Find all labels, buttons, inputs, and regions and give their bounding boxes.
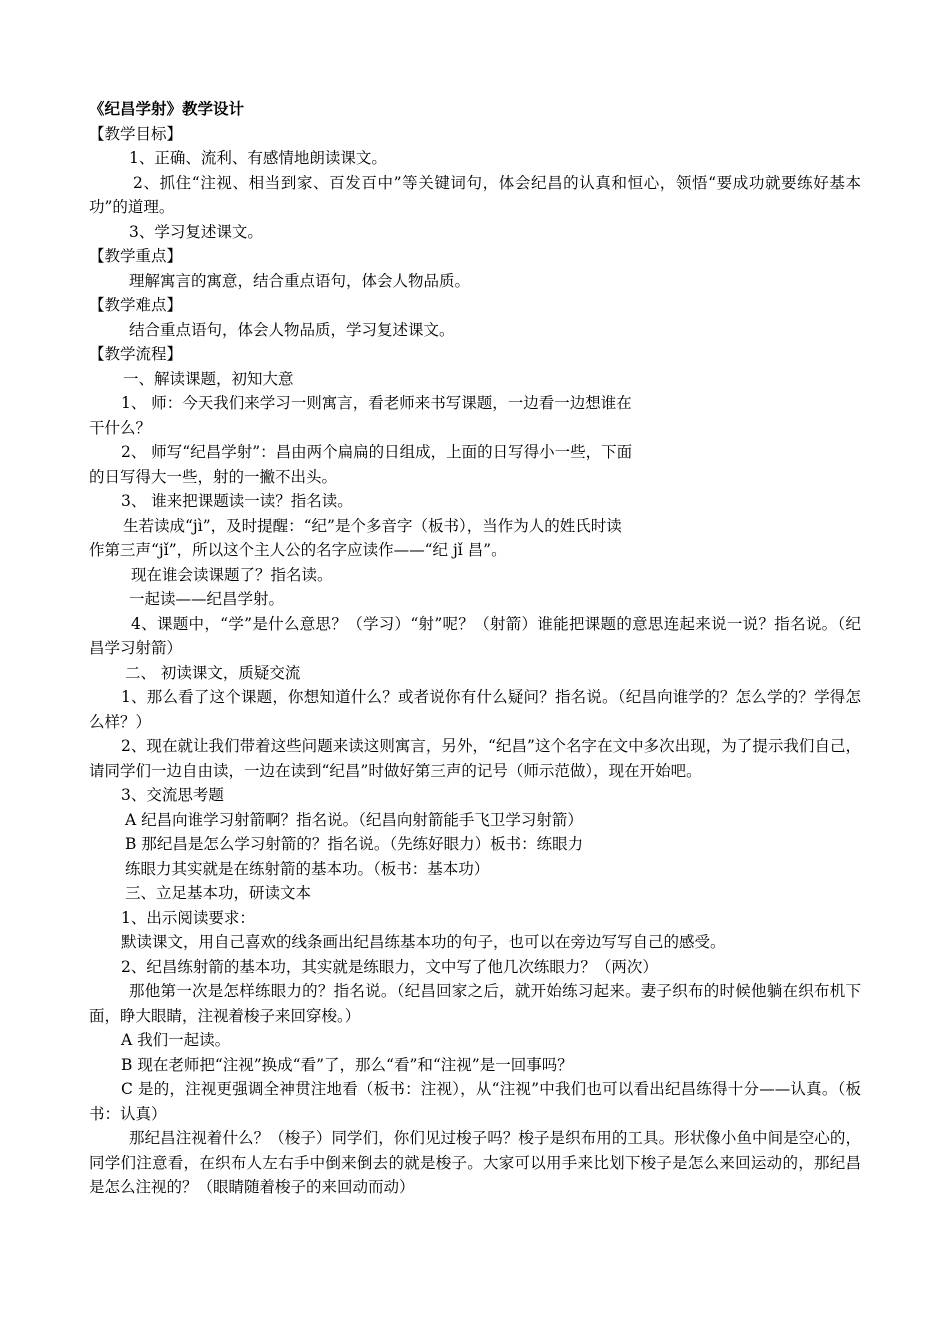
- part1-step1-line1: 1、 师：今天我们来学习一则寓言，看老师来书写课题，一边看一边想谁在: [121, 394, 632, 412]
- part2-item-a: A 纪昌向谁学习射箭啊？指名说。（纪昌向射箭能手飞卫学习射箭）: [125, 810, 583, 829]
- part1-step2-line1: 2、 师写“纪昌学射”：昌由两个扁扁的日组成，上面的日写得小一些，下面: [121, 443, 633, 461]
- part3-para3: 那他第一次是怎样练眼力的？指名说。（纪昌回家之后，就开始练习起来。妻子织布的时候他躺在织布机下面，睁大眼睛，注视着梭子来回穿梭。）: [89, 982, 861, 1025]
- part1-step5: 现在谁会读课题了？指名读。: [131, 565, 333, 584]
- section-heading-process: 【教学流程】: [89, 345, 183, 363]
- part1-heading: 一、解读课题，初知大意: [123, 369, 294, 388]
- document-body: [89, 97, 861, 1200]
- part3-item-a: A 我们一起读。: [121, 1031, 231, 1049]
- part3-para4: 那纪昌注视着什么？（梭子）同学们，你们见过梭子吗？梭子是织布用的工具。形状像小鱼中间是空心的，同学们注意看，在织布人左右手中倒来倒去的就是梭子。大家可以用手来比划下梭子是怎么来回运动的，那纪昌是怎么注视的？（眼睛随着梭子的来回动而动）: [89, 1129, 861, 1196]
- part3-item-c: C 是的，注视更强调全神贯注地看（板书：注视），从“注视”中我们也可以看出纪昌练得十分——认真。（板书：认真）: [89, 1080, 861, 1123]
- part1-step1-line2: 干什么？: [89, 418, 152, 437]
- part2-para3: 3、交流思考题: [121, 786, 224, 804]
- section-heading-goals: 【教学目标】: [89, 124, 183, 143]
- goal-2: 2、抓住“注视、相当到家、百发百中”等关键词句，体会纪昌的认真和恒心，领悟“要成功就要练好基本功”的道理。: [89, 173, 861, 216]
- part3-step1-text: 默读课文，用自己喜欢的线条画出纪昌练基本功的句子，也可以在旁边写写自己的感受。: [121, 933, 726, 951]
- part1-step3: 3、 谁来把课题读一读？指名读。: [121, 492, 353, 510]
- part3-item-b: B 现在老师把“注视”换成“看”了，那么“看”和“注视”是一回事吗？: [121, 1055, 573, 1074]
- document-title: 《纪昌学射》教学设计: [89, 99, 245, 118]
- part2-heading: 二、 初读课文，质疑交流: [125, 663, 301, 682]
- part1-step6: 一起读——纪昌学射。: [129, 590, 285, 608]
- part2-item-b: B 那纪昌是怎么学习射箭的？指名说。（先练好眼力）板书：练眼力: [125, 835, 584, 853]
- part2-para2: 2、现在就让我们带着这些问题来读这则寓言，另外，“纪昌”这个名字在文中多次出现，为了提示我们自己，请同学们一边自由读，一边在读到“纪昌”时做好第三声的记号（师示范做），现在开始吧。: [89, 737, 861, 780]
- key-text: 理解寓言的寓意，结合重点语句，体会人物品质。: [129, 271, 471, 290]
- part3-step1: 1、出示阅读要求：: [121, 908, 255, 927]
- part1-step4-line2: 作第三声“jǐ”，所以这个主人公的名字应读作——“纪 jǐ 昌”。: [89, 541, 507, 559]
- part2-para1: 1、那么看了这个课题，你想知道什么？或者说你有什么疑问？指名说。（纪昌向谁学的？怎么学的？学得怎么样？）: [89, 688, 861, 731]
- part3-heading: 三、立足基本功，研读文本: [125, 884, 312, 902]
- part1-step4-line1: 生若读成“jì”，及时提醒：“纪”是个多音字（板书），当作为人的姓氏时读: [123, 516, 622, 535]
- part3-step2: 2、纪昌练射箭的基本功，其实就是练眼力，文中写了他几次练眼力？（两次）: [121, 957, 658, 976]
- difficulty-text: 结合重点语句，体会人物品质，学习复述课文。: [129, 320, 455, 339]
- section-heading-difficulty: 【教学难点】: [89, 296, 183, 314]
- section-heading-key: 【教学重点】: [89, 247, 183, 265]
- part1-step7: 4、课题中，“学”是什么意思？（学习）“射”呢？（射箭）谁能把课题的意思连起来说一说？指名说。（纪昌学习射箭）: [89, 614, 861, 657]
- goal-1: 1、正确、流利、有感情地朗读课文。: [129, 149, 387, 167]
- part2-item-c: 练眼力其实就是在练射箭的基本功。（板书：基本功）: [125, 859, 490, 878]
- goal-3: 3、学习复述课文。: [129, 222, 263, 241]
- part1-step2-line2: 的日写得大一些，射的一撇不出头。: [89, 467, 338, 486]
